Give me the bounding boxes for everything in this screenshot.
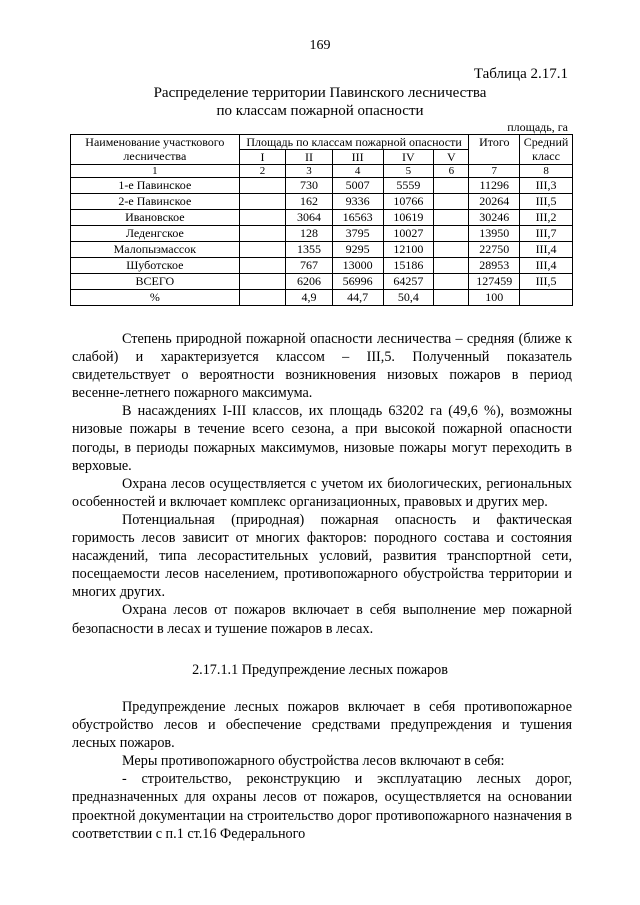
table-cell: 767 [286,258,333,274]
table-cell [239,210,286,226]
forestry-name-cell: ВСЕГО [71,274,240,290]
col-number: 1 [71,165,240,178]
paragraph: Степень природной пожарной опасности лесничества – средняя (ближе к слабой) и характеризуется классом – III,5. Полученный показатель свидетельствует о вероятности возникновения низовых пожаров в период весенне-летнего пожарного максимума. [72,331,572,402]
table-cell: 13950 [469,226,520,242]
column-number-row [71,165,573,178]
table-row [71,242,573,258]
table-cell: 44,7 [332,290,383,306]
table-row [71,178,573,194]
table-cell: III,5 [520,194,573,210]
table-cell: 15186 [383,258,434,274]
table-cell: 30246 [469,210,520,226]
table-cell: 9295 [332,242,383,258]
table-row [71,258,573,274]
col-number: 7 [469,165,520,178]
table-cell [239,258,286,274]
table-cell: 9336 [332,194,383,210]
table-cell: III,7 [520,226,573,242]
table-cell: 50,4 [383,290,434,306]
table-cell: 13000 [332,258,383,274]
forestry-name-cell: 1-е Павинское [71,178,240,194]
table-cell: 12100 [383,242,434,258]
table-cell: 10766 [383,194,434,210]
table-row [71,274,573,290]
table-cell: 1355 [286,242,333,258]
header-class: I [239,150,286,165]
table-row [71,290,573,306]
forestry-name-cell: Шуботское [71,258,240,274]
body-text [72,330,572,638]
table-cell: 56996 [332,274,383,290]
forestry-name-cell: Ивановское [71,210,240,226]
table-cell: III,3 [520,178,573,194]
forestry-name-cell: 2-е Павинское [71,194,240,210]
table-row [71,226,573,242]
table-cell [434,274,469,290]
section-heading: 2.17.1.1 Предупреждение лесных пожаров [192,662,448,678]
fire-class-table [70,134,573,306]
table-cell: 5007 [332,178,383,194]
paragraph: В насаждениях I-III классов, их площадь 63202 га (49,6 %), возможны низовые пожары в течение всего сезона, а при высокой пожарной опасности погоды, в периоды пожарных максимумов, низовые пожары могут переходить в верховые. [72,403,572,474]
table-cell [239,242,286,258]
table-cell [434,210,469,226]
paragraph: Охрана лесов осуществляется с учетом их биологических, региональных особенностей и включает комплекс организационных, правовых и других мер. [72,475,572,510]
table-cell: 64257 [383,274,434,290]
table-label: Таблица 2.17.1 [473,66,568,82]
header-area-group: Площадь по классам пожарной опасности [239,135,469,150]
table-cell: 3064 [286,210,333,226]
table-cell [239,178,286,194]
table-cell: 128 [286,226,333,242]
table-cell [434,194,469,210]
table-cell [434,226,469,242]
header-avg-class: Средний класс [520,135,573,165]
table-cell [239,226,286,242]
table-cell: 22750 [469,242,520,258]
header-class: V [434,150,469,165]
table-cell: III,4 [520,242,573,258]
header-total: Итого [469,135,520,165]
header-class: II [286,150,333,165]
table-cell: 162 [286,194,333,210]
table-cell [239,194,286,210]
table-cell: 20264 [469,194,520,210]
table-title-line-1: Распределение территории Павинского лесничества [153,85,487,101]
table-cell [434,242,469,258]
col-number: 6 [434,165,469,178]
table-cell [434,258,469,274]
paragraph: Охрана лесов от пожаров включает в себя выполнение мер пожарной безопасности в лесах и тушение пожаров в лесах. [72,602,572,637]
table-title-line-2: по классам пожарной опасности [216,103,424,119]
header-class: III [332,150,383,165]
table-cell [239,274,286,290]
table-cell: 127459 [469,274,520,290]
table-row [71,210,573,226]
table-cell: 11296 [469,178,520,194]
paragraph: Меры противопожарного обустройства лесов включают в себя: [122,753,505,770]
paragraph: - строительство, реконструкцию и эксплуатацию лесных дорог, предназначенных для охраны лесов от пожаров, осуществляется на основании проектной документации на строительство дорог противопожарного назначения в соответствии с п.1 ст.16 Федерального [72,771,572,842]
units-label: площадь, га [507,120,568,134]
table-cell: 10027 [383,226,434,242]
table-cell: 28953 [469,258,520,274]
forestry-name-cell: % [71,290,240,306]
table-cell: 10619 [383,210,434,226]
forestry-name-cell: Леденгское [71,226,240,242]
body-text-2 [72,698,572,843]
table-cell: 16563 [332,210,383,226]
header-name: Наименование участкового лесничества [71,135,240,165]
table-cell: 730 [286,178,333,194]
table-cell: 3795 [332,226,383,242]
col-number: 4 [332,165,383,178]
paragraph: Предупреждение лесных пожаров включает в себя противопожарное обустройство лесов и обеспечение средствами предупреждения и тушения лесных пожаров. [72,699,572,752]
forestry-name-cell: Малопызмассок [71,242,240,258]
table-cell: III,5 [520,274,573,290]
table-cell: 4,9 [286,290,333,306]
header-class: IV [383,150,434,165]
table-row [71,194,573,210]
table-cell [434,178,469,194]
col-number: 3 [286,165,333,178]
table-cell: 6206 [286,274,333,290]
col-number: 2 [239,165,286,178]
paragraph: Потенциальная (природная) пожарная опасность и фактическая горимость лесов зависит от многих факторов: породного состава и состояния насаждений, типа лесорастительных условий, развития транспортной сети, посещаемости лесов населением, противопожарного обустройства территории и многих других. [72,511,572,601]
table-title [0,84,640,120]
page-number: 169 [309,38,331,53]
table-body [71,178,573,306]
col-number: 5 [383,165,434,178]
col-number: 8 [520,165,573,178]
table-cell: III,4 [520,258,573,274]
table-cell [520,290,573,306]
table-cell [434,290,469,306]
table-cell: 100 [469,290,520,306]
table-cell: 5559 [383,178,434,194]
table-cell [239,290,286,306]
table-cell: III,2 [520,210,573,226]
